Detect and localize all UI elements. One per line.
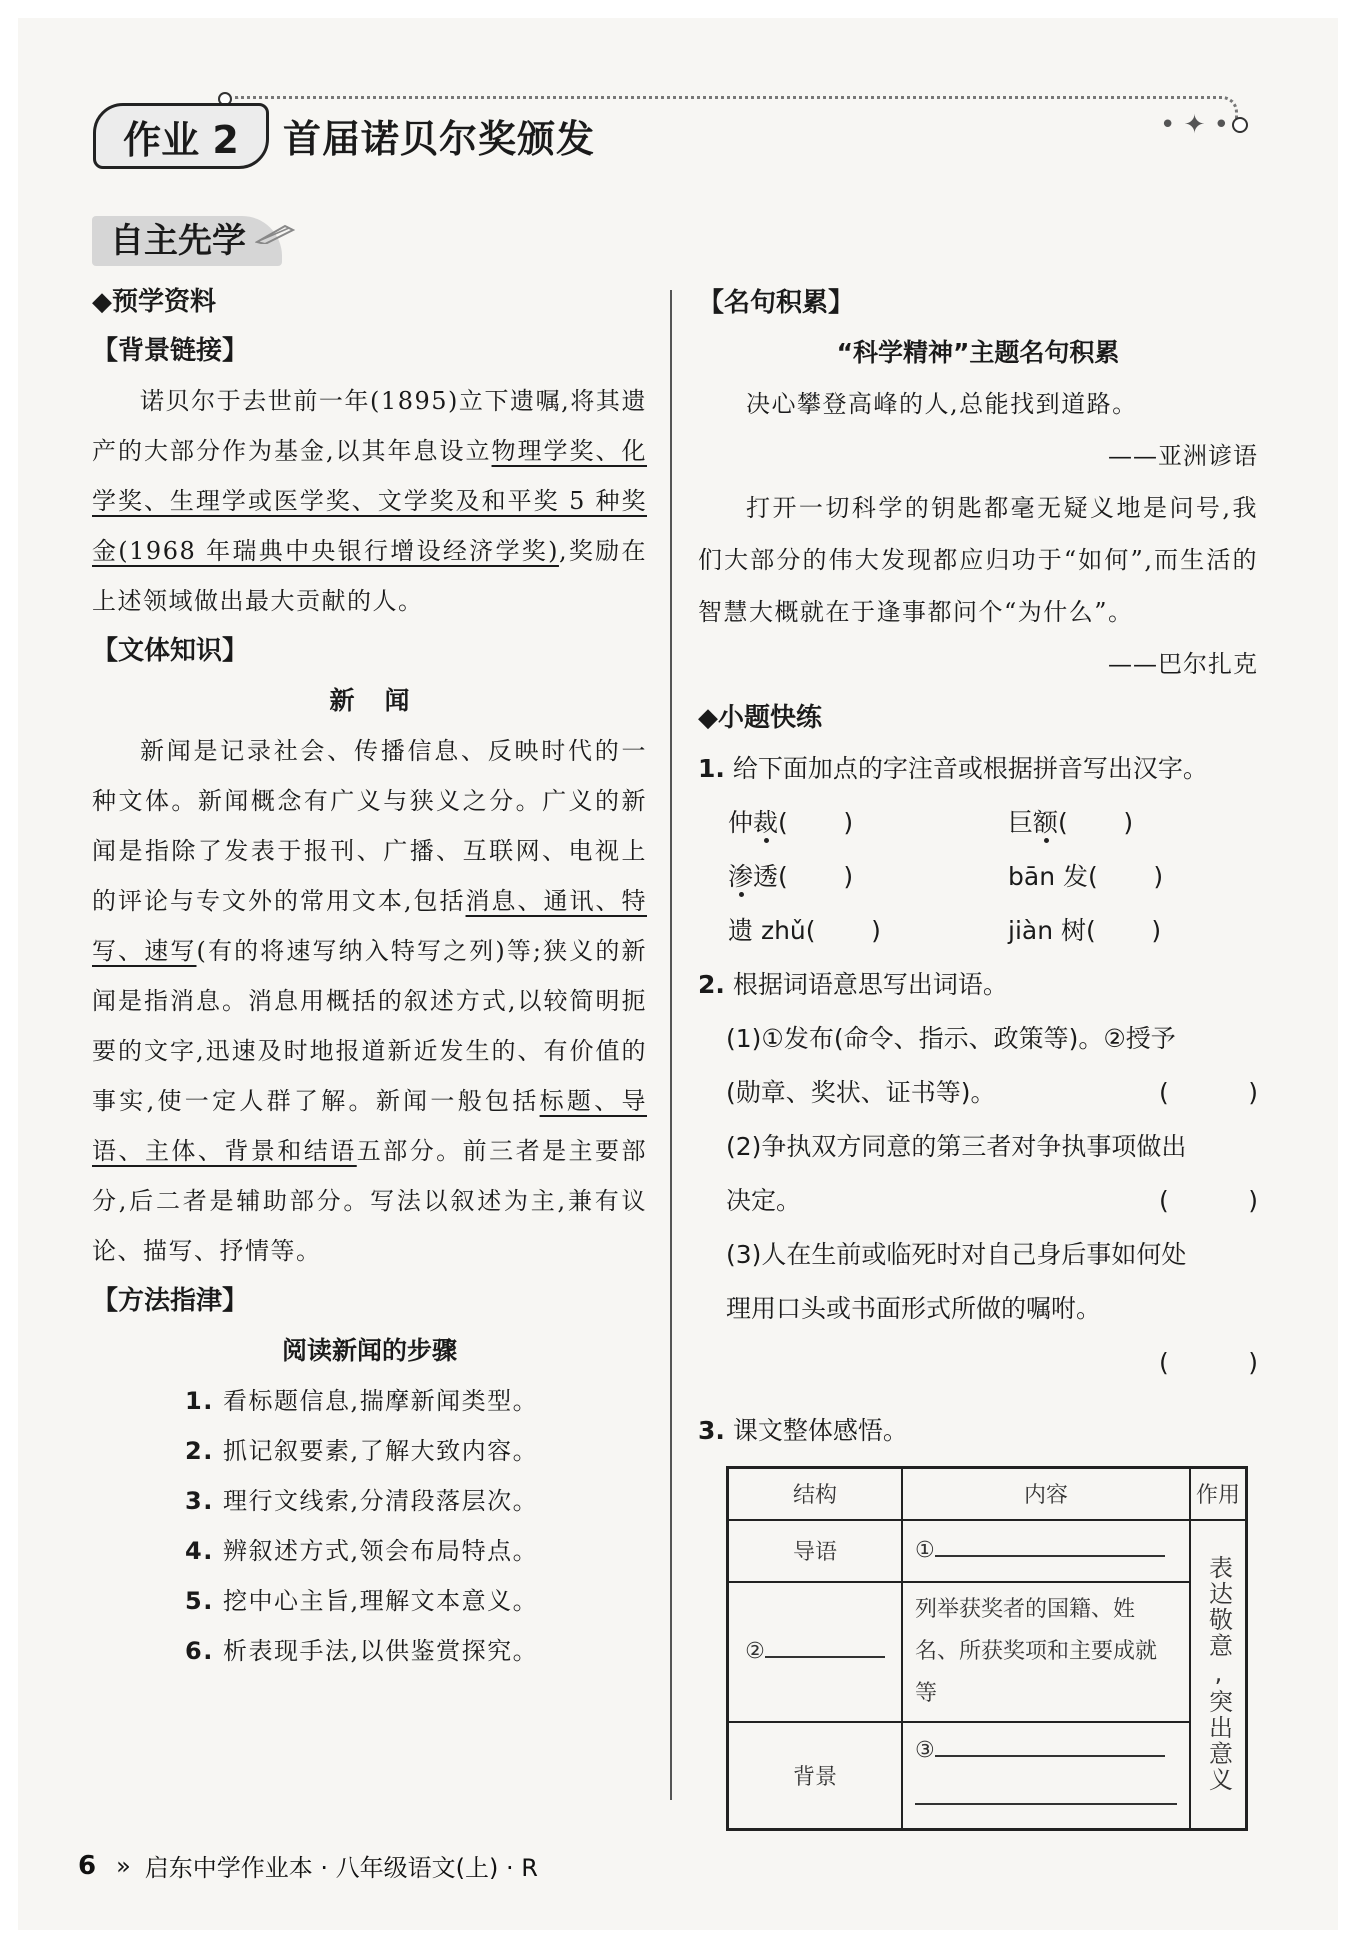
pinyin-item[interactable]	[1008, 796, 1288, 850]
word-part: 遗 zhǔ(	[728, 916, 816, 945]
double-chevron-icon: »	[116, 1851, 131, 1880]
answer-blank[interactable]: ( )	[1159, 1348, 1258, 1377]
pinyin-item[interactable]	[1008, 850, 1288, 904]
table-cell-content[interactable]	[902, 1520, 1190, 1582]
word-part: 仲	[728, 808, 754, 837]
answer-blank: )	[787, 808, 854, 837]
answer-blank[interactable]: ( )	[1159, 1186, 1258, 1215]
q2-item-1-line-1: (1)①发布(命令、指示、政策等)。②授予	[726, 1024, 1176, 1053]
step-text: 辨叙述方式,领会布局特点。	[222, 1537, 539, 1565]
step-item	[185, 1526, 647, 1576]
homework-badge: 作业 2	[93, 103, 269, 169]
left-column	[92, 278, 647, 1676]
column-divider	[670, 290, 672, 1800]
table-cell-structure[interactable]	[728, 1582, 903, 1722]
step-text: 挖中心主旨,理解文本意义。	[222, 1587, 539, 1615]
step-item	[185, 1476, 647, 1526]
answer-line[interactable]	[935, 1755, 1165, 1757]
step-number: 1.	[185, 1387, 214, 1415]
header-end-circle-icon	[1232, 117, 1248, 133]
pinyin-item[interactable]	[1008, 904, 1288, 958]
quotes-heading: 【名句积累】	[698, 288, 855, 318]
quote-2: 打开一切科学的钥匙都毫无疑义地是问号,我们大部分的伟大发现都应归功于“如何”,而生活的智慧大概就在于逢事都问个“为什么”。	[698, 494, 1258, 626]
step-item	[185, 1626, 647, 1676]
question-text: 给下面加点的字注音或根据拼音写出汉字。	[732, 754, 1208, 783]
quiz-heading: ◆小题快练	[698, 703, 822, 733]
pinyin-item[interactable]: 仲裁( )	[728, 808, 854, 837]
right-column	[698, 278, 1258, 1831]
question-text: 根据词语意思写出词语。	[732, 970, 1008, 999]
answer-blank[interactable]: ( )	[1159, 1078, 1258, 1107]
table-cell-structure: 背景	[728, 1722, 903, 1830]
q2-item-2-line-1: (2)争执双方同意的第三者对争执事项做出	[726, 1132, 1187, 1161]
step-number: 2.	[185, 1437, 214, 1465]
question-2	[698, 958, 1258, 1012]
step-number: 3.	[185, 1487, 214, 1515]
answer-blank: )	[1067, 808, 1134, 837]
step-number: 5.	[185, 1587, 214, 1615]
sparkle-icon: • ✦ •	[1160, 110, 1229, 140]
table-cell-content: 列举获奖者的国籍、姓名、所获奖项和主要成就等	[902, 1582, 1190, 1722]
genre-underlined-1: 消息、通讯、特写、速写	[92, 887, 647, 965]
answer-blank: )	[787, 862, 854, 891]
background-text-end: ,奖励在上述领域做出最大贡献的人。	[92, 537, 647, 615]
pinyin-item[interactable]	[728, 850, 1008, 904]
method-title: 阅读新闻的步骤	[281, 1336, 457, 1365]
step-item	[185, 1376, 647, 1426]
method-steps	[92, 1376, 647, 1676]
genre-paragraph	[92, 726, 647, 1276]
section-label: 自主先学	[92, 216, 282, 266]
answer-line[interactable]	[915, 1773, 1177, 1805]
background-text: 诺贝尔于去世前一年(1895)立下遗嘱,将其遗产的大部分作为基金,以其年息设立	[92, 387, 647, 465]
question-3	[698, 1404, 1258, 1458]
word-part: bān 发(	[1008, 862, 1098, 891]
background-heading: 【背景链接】	[92, 336, 249, 366]
question-text: 课文整体感悟。	[732, 1416, 908, 1445]
word-part: 巨	[1008, 808, 1034, 837]
genre-underlined-2: 标题、导语、主体、背景和结语	[92, 1087, 647, 1165]
step-number: 4.	[185, 1537, 214, 1565]
question-number: 3.	[698, 1416, 725, 1445]
page-title: 首届诺贝尔奖颁发	[283, 117, 596, 161]
background-underlined-text: 物理学奖、化学奖、生理学或医学奖、文学奖及和平奖 5 种奖金(1968 年瑞典中央银行增设经济学奖)	[92, 437, 647, 565]
blank-marker: ②	[745, 1639, 765, 1664]
q2-item-1-line-2	[726, 1066, 1258, 1120]
answer-blank: )	[815, 916, 881, 945]
genre-text-3: 五部分。前三者是主要部分,后二者是辅助部分。写法以叙述为主,兼有议论、描写、抒情等。	[92, 1137, 647, 1265]
question-number: 1.	[698, 754, 725, 783]
step-number: 6.	[185, 1637, 214, 1665]
word-part: jiàn 树(	[1008, 916, 1096, 945]
step-text: 抓记叙要素,了解大致内容。	[222, 1437, 539, 1465]
structure-table	[726, 1466, 1248, 1831]
quotes-title: “科学精神”主题名句积累	[836, 338, 1120, 367]
method-heading: 【方法指津】	[92, 1286, 249, 1316]
step-item	[185, 1426, 647, 1476]
q2-item-2-line-2	[726, 1174, 1258, 1228]
table-header: 作用	[1190, 1468, 1247, 1520]
page-number: 6	[78, 1850, 97, 1881]
table-cell-structure: 导语	[728, 1520, 903, 1582]
word-part: (	[1058, 808, 1068, 837]
genre-title: 新闻	[329, 686, 440, 715]
step-item	[185, 1576, 647, 1626]
quote-2-attribution: ——巴尔扎克	[1108, 650, 1258, 678]
dotted-char: 裁	[753, 808, 779, 837]
table-cell-effect: 表达敬意,突出意义	[1190, 1520, 1247, 1830]
definition-text: (勋章、奖状、证书等)。	[726, 1078, 996, 1107]
pinyin-item[interactable]	[728, 904, 1008, 958]
quote-1: 决心攀登高峰的人,总能找到道路。	[746, 390, 1138, 418]
page-footer	[78, 1848, 538, 1883]
preview-heading: ◆预学资料	[92, 287, 216, 317]
question-1-items	[698, 796, 1258, 958]
pencil-icon	[255, 224, 295, 244]
question-number: 2.	[698, 970, 725, 999]
definition-text: 决定。	[726, 1186, 802, 1215]
step-text: 看标题信息,揣摩新闻类型。	[222, 1387, 539, 1415]
word-part: 透(	[753, 862, 788, 891]
answer-blank: )	[1095, 916, 1162, 945]
dotted-char: 额	[1033, 808, 1059, 837]
background-paragraph	[92, 376, 647, 626]
answer-blank: )	[1097, 862, 1164, 891]
q2-item-3-line-1: (3)人在生前或临死时对自己身后事如何处	[726, 1240, 1187, 1269]
blank-marker: ③	[915, 1738, 935, 1764]
book-title: 启东中学作业本 · 八年级语文(上) · R	[144, 1854, 538, 1882]
q2-item-3-line-2: 理用口头或书面形式所做的嘱咐。	[726, 1294, 1102, 1323]
answer-line[interactable]	[935, 1555, 1165, 1557]
genre-text-2: (有的将速写纳入特写之列)等;狭义的新闻是指消息。消息用概括的叙述方式,以较简明扼要的文字,迅速及时地报道新近发生的、有价值的事实,使一定人群了解。新闻一般包括	[92, 937, 648, 1115]
genre-heading: 【文体知识】	[92, 636, 249, 666]
dotted-char: 渗	[728, 862, 754, 891]
question-2-items	[698, 1012, 1258, 1390]
question-1	[698, 742, 1258, 796]
table-cell-content[interactable]	[902, 1722, 1190, 1830]
blank-marker: ①	[915, 1538, 935, 1563]
quote-1-attribution: ——亚洲谚语	[1108, 442, 1258, 470]
genre-text-1: 新闻是记录社会、传播信息、反映时代的一种文体。新闻概念有广义与狭义之分。广义的新闻是指除了发表于报刊、广播、互联网、电视上的评论与专文外的常用文本,包括	[92, 737, 647, 915]
step-text: 析表现手法,以供鉴赏探究。	[222, 1637, 539, 1665]
step-text: 理行文线索,分清段落层次。	[222, 1487, 539, 1515]
table-header: 内容	[902, 1468, 1190, 1520]
answer-line[interactable]	[765, 1656, 885, 1658]
table-header: 结构	[728, 1468, 903, 1520]
